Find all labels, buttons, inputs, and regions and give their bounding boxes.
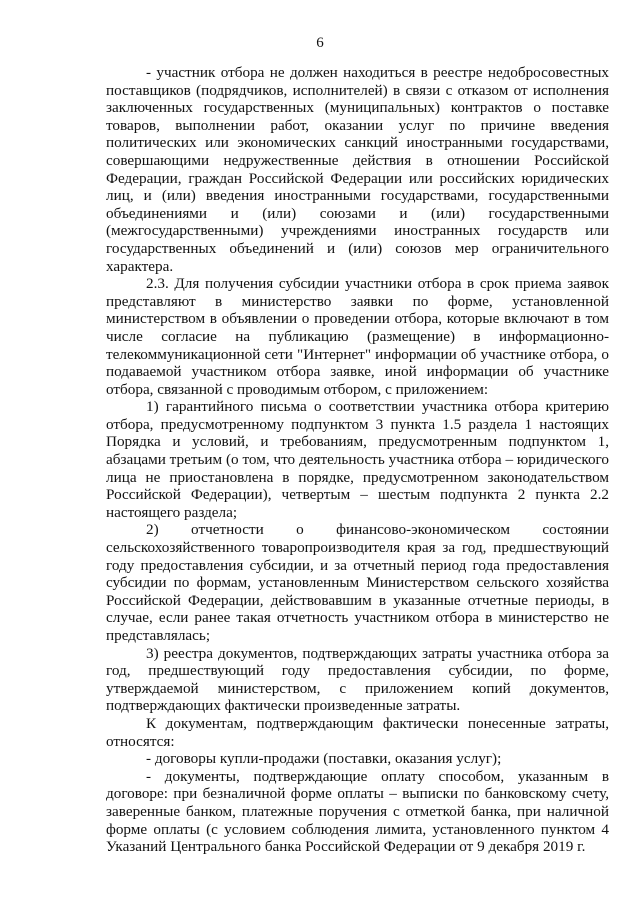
- document-body: [106, 64, 609, 856]
- paragraph: 3) реестра документов, подтверждающих затраты участника отбора за год, предшествующий году предоставления субсидии, по форме, утверждаемой министерством, с приложением копий документов, подтверждающих фактически произведенные затраты.: [106, 644, 609, 715]
- page-number: 6: [316, 35, 324, 51]
- paragraph: - участник отбора не должен находиться в реестре недобросовестных поставщиков (подрядчиков, исполнителей) в связи с отказом от исполнения заключенных государственных (муниципальных) контрактов о поставке товаров, выполнении работ, оказании услуг по причине введения политических или экономических санкций иностранными государствами, совершающими недружественные действия в отношении Российской Федерации, граждан Российской Федерации или российских юридических лиц, и (или) введения иностранными государствами, государственными объединениями и (или) союзами и (или) государственными (межгосударственными) учреждениями иностранных государств или государственных объединений и (или) союзов мер ограничительного характера.: [106, 64, 609, 275]
- paragraph: - документы, подтверждающие оплату способом, указанным в договоре: при безналичной форме оплаты – выписки по банковскому счету, заверенные банком, платежные поручения с отметкой банка, при наличной форме оплаты (с условием соблюдения лимита, установленного пунктом 4 Указаний Центрального банка Российской Федерации от 9 декабря 2019 г.: [106, 767, 609, 856]
- paragraph: К документам, подтверждающим фактически понесенные затраты, относятся:: [106, 714, 609, 750]
- paragraph: 1) гарантийного письма о соответствии участника отбора критерию отбора, предусмотренному подпунктом 3 пункта 1.5 раздела 1 настоящих Порядка и условий, и требованиям, предусмотренным подпунктом 1, абзацами третьим (о том, что деятельность участника отбора – юридического лица не приостановлена в порядке, предусмотренном законодательством Российской Федерации), четвертым – шестым подпункта 2 пункта 2.2 настоящего раздела;: [106, 398, 609, 521]
- paragraph: 2) отчетности о финансово-экономическом состоянии сельскохозяйственного товаропроизводителя края за год, предшествующий году предоставления субсидии, и за отчетный период года предоставления субсидии по формам, установленным Министерством сельского хозяйства Российской Федерации, действовавшим в указанные отчетные периоды, в случае, если ранее такая отчетность участником отбора в министерство не представлялась;: [106, 521, 609, 644]
- paragraph: 2.3. Для получения субсидии участники отбора в срок приема заявок представляют в министерство заявки по форме, установленной министерством в объявлении о проведении отбора, которые включают в том числе согласие на публикацию (размещение) в информационно-телекоммуникационной сети "Интернет" информации об участнике отбора, о подаваемой участником отбора заявке, иной информации об участнике отбора, связанной с проводимым отбором, с приложением:: [106, 275, 609, 398]
- paragraph: - договоры купли-продажи (поставки, оказания услуг);: [146, 750, 502, 768]
